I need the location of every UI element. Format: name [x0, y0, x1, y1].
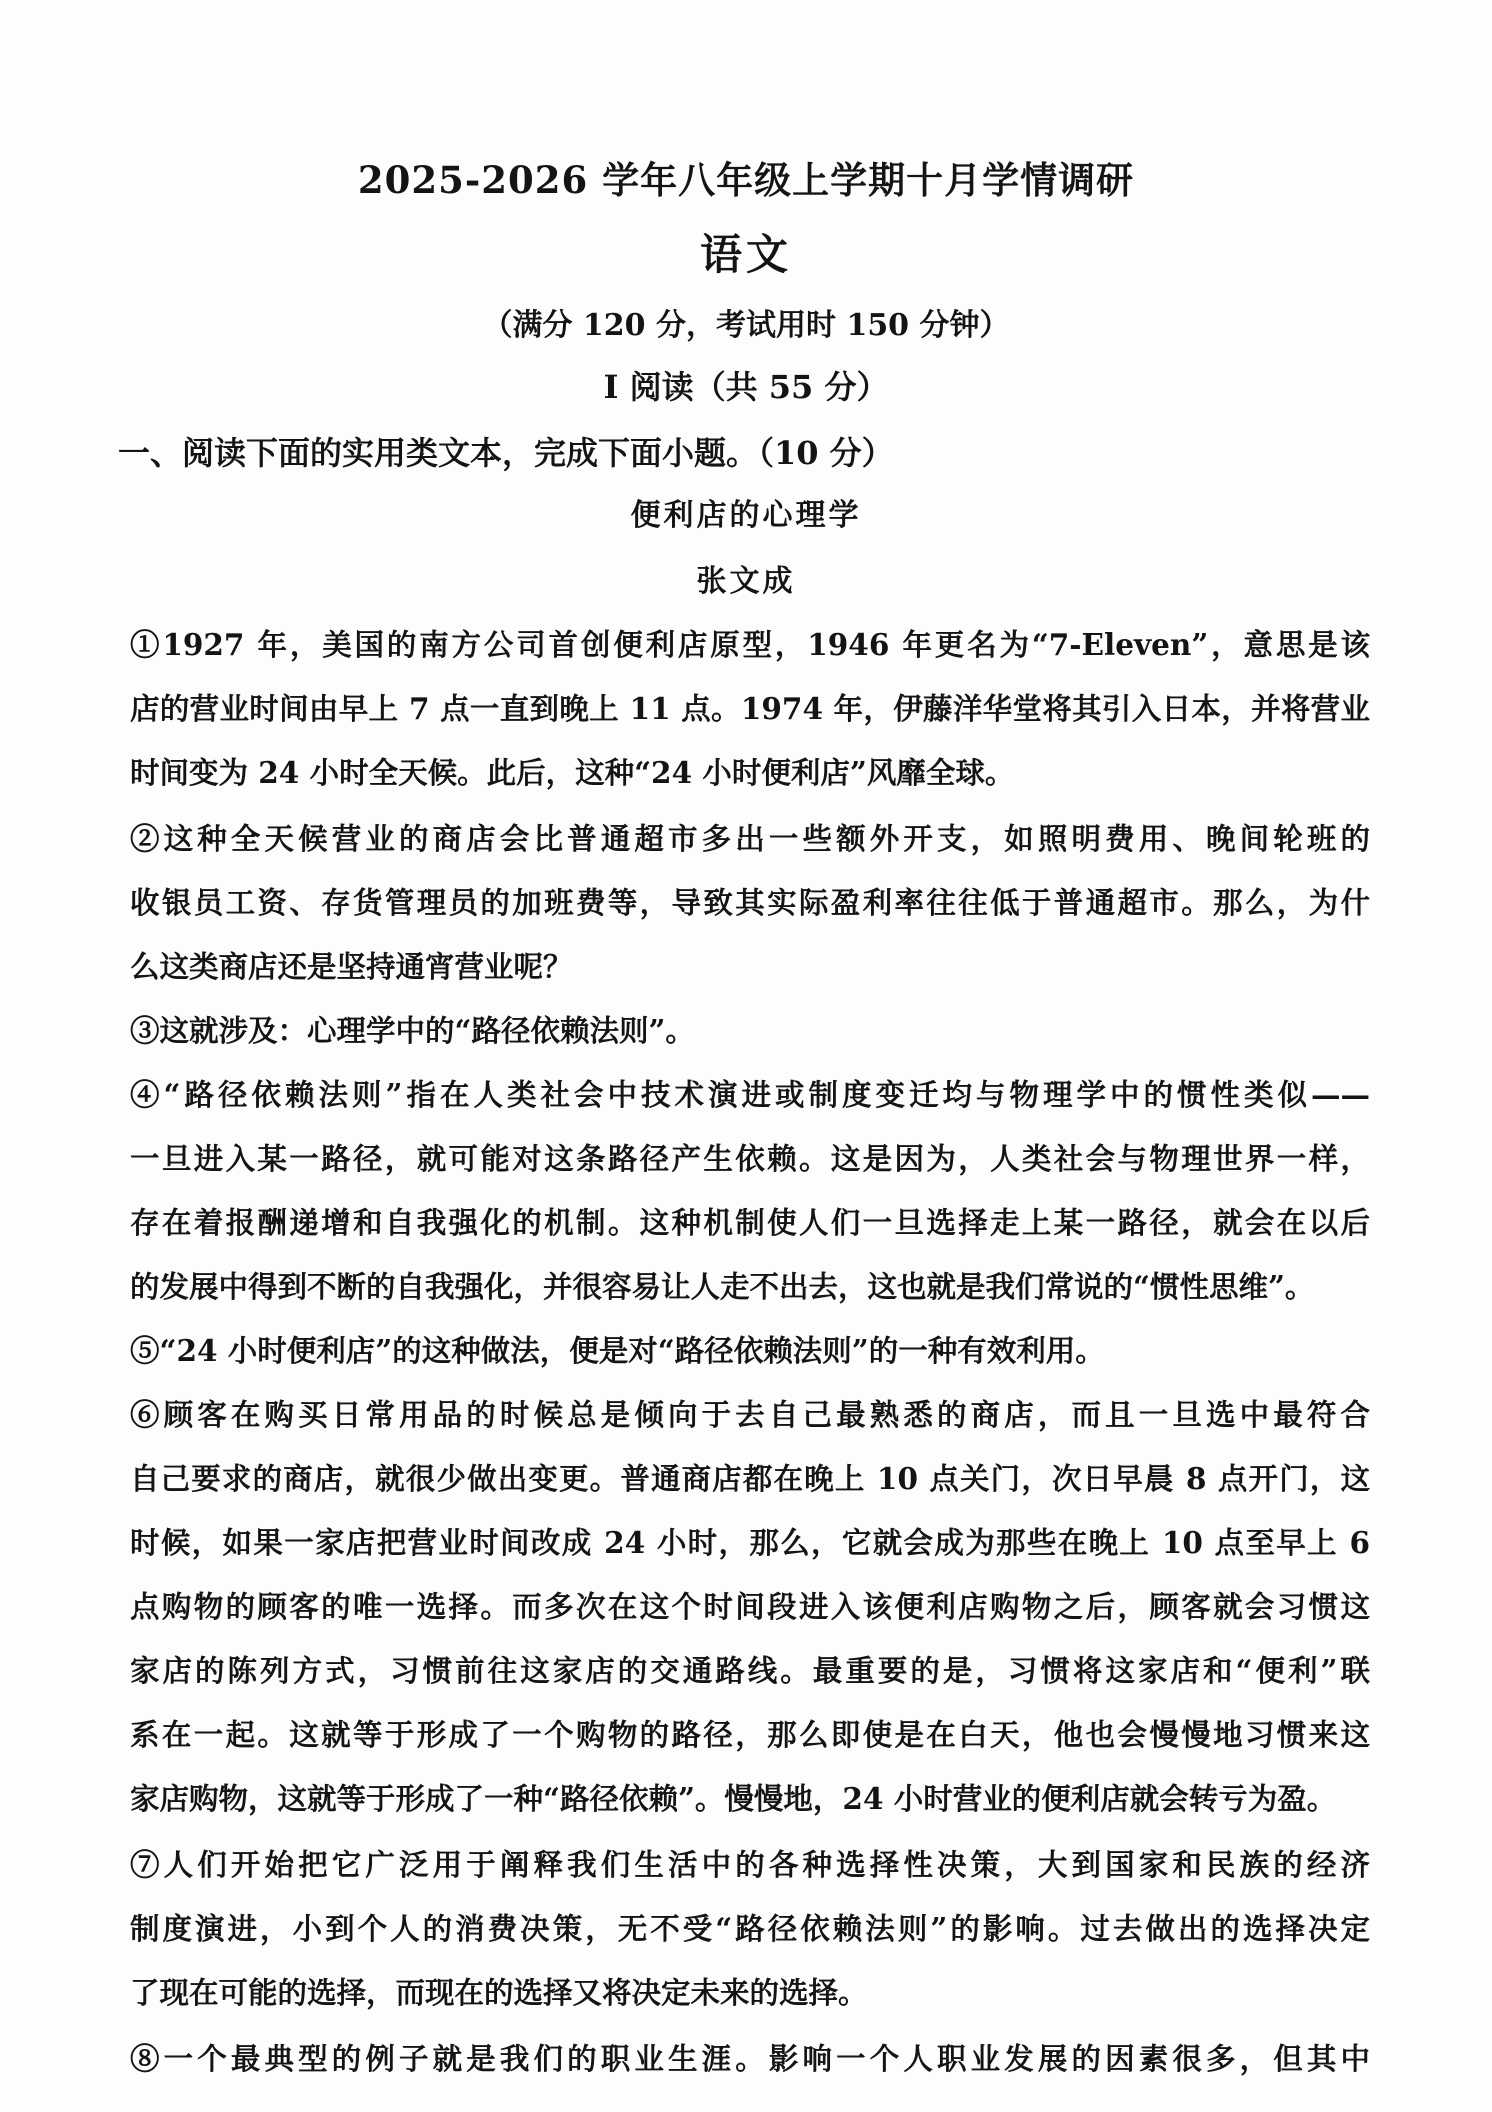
body-line: 时间变为 24 小时全天候。此后，这种“24 小时便利店”风靡全球。 — [130, 755, 1015, 790]
body-line: 自己要求的商店，就很少做出变更。普通商店都在晚上 10 点关门，次日早晨 8 点开门，这 — [130, 1461, 1370, 1496]
body-line: 了现在可能的选择，而现在的选择又将决定未来的选择。 — [130, 1975, 868, 2010]
body-line: 么这类商店还是坚持通宵营业呢？ — [130, 949, 573, 984]
body-line: 家店购物，这就等于形成了一种“路径依赖”。慢慢地，24 小时营业的便利店就会转亏为盈。 — [130, 1781, 1337, 1816]
body-line: 系在一起。这就等于形成了一个购物的路径，那么即使是在白天，他也会慢慢地习惯来这 — [130, 1717, 1370, 1752]
article-title: 便利店的心理学 — [630, 498, 862, 533]
body-line: 存在着报酬递增和自我强化的机制。这种机制使人们一旦选择走上某一路径，就会在以后 — [130, 1205, 1370, 1240]
body-line: ②这种全天候营业的商店会比普通超市多出一些额外开支，如照明费用、晚间轮班的 — [130, 821, 1370, 856]
article-author: 张文成 — [696, 564, 796, 599]
body-line: ①1927 年，美国的南方公司首创便利店原型，1946 年更名为“7-Eleven”，意思是该 — [130, 627, 1370, 662]
body-line: 的发展中得到不断的自我强化，并很容易让人走不出去，这也就是我们常说的“惯性思维”。 — [130, 1269, 1315, 1304]
body-line: 店的营业时间由早上 7 点一直到晚上 11 点。1974 年，伊藤洋华堂将其引入日本，并将营业 — [130, 691, 1370, 726]
part-title: I 阅读（共 55 分） — [603, 368, 889, 406]
body-line: ⑥顾客在购买日常用品的时候总是倾向于去自己最熟悉的商店，而且一旦选中最符合 — [130, 1397, 1370, 1432]
body-line: 家店的陈列方式，习惯前往这家店的交通路线。最重要的是，习惯将这家店和“便利”联 — [130, 1653, 1370, 1688]
body-line: ⑦人们开始把它广泛用于阐释我们生活中的各种选择性决策，大到国家和民族的经济 — [130, 1847, 1370, 1882]
exam-title: 2025-2026 学年八年级上学期十月学情调研 — [357, 158, 1135, 202]
body-line: 时候，如果一家店把营业时间改成 24 小时，那么，它就会成为那些在晚上 10 点至早上 6 — [130, 1525, 1370, 1560]
body-line: 制度演进，小到个人的消费决策，无不受“路径依赖法则”的影响。过去做出的选择决定 — [130, 1911, 1370, 1946]
body-line: 收银员工资、存货管理员的加班费等，导致其实际盈利率往往低于普通超市。那么，为什 — [130, 885, 1370, 920]
subject-title: 语文 — [699, 230, 792, 279]
section-heading: 一、阅读下面的实用类文本，完成下面小题。（10 分） — [118, 434, 894, 472]
body-line: ③这就涉及：心理学中的“路径依赖法则”。 — [130, 1013, 695, 1048]
score-note: （满分 120 分，考试用时 150 分钟） — [482, 308, 1010, 343]
body-line: 点购物的顾客的唯一选择。而多次在这个时间段进入该便利店购物之后，顾客就会习惯这 — [130, 1589, 1370, 1624]
body-line: ⑤“24 小时便利店”的这种做法，便是对“路径依赖法则”的一种有效利用。 — [130, 1333, 1105, 1368]
body-line: ④“路径依赖法则”指在人类社会中技术演进或制度变迁均与物理学中的惯性类似—— — [130, 1077, 1370, 1112]
body-line: ⑧一个最典型的例子就是我们的职业生涯。影响一个人职业发展的因素很多，但其中 — [130, 2041, 1370, 2076]
body-line: 一旦进入某一路径，就可能对这条路径产生依赖。这是因为，人类社会与物理世界一样， — [130, 1141, 1370, 1176]
